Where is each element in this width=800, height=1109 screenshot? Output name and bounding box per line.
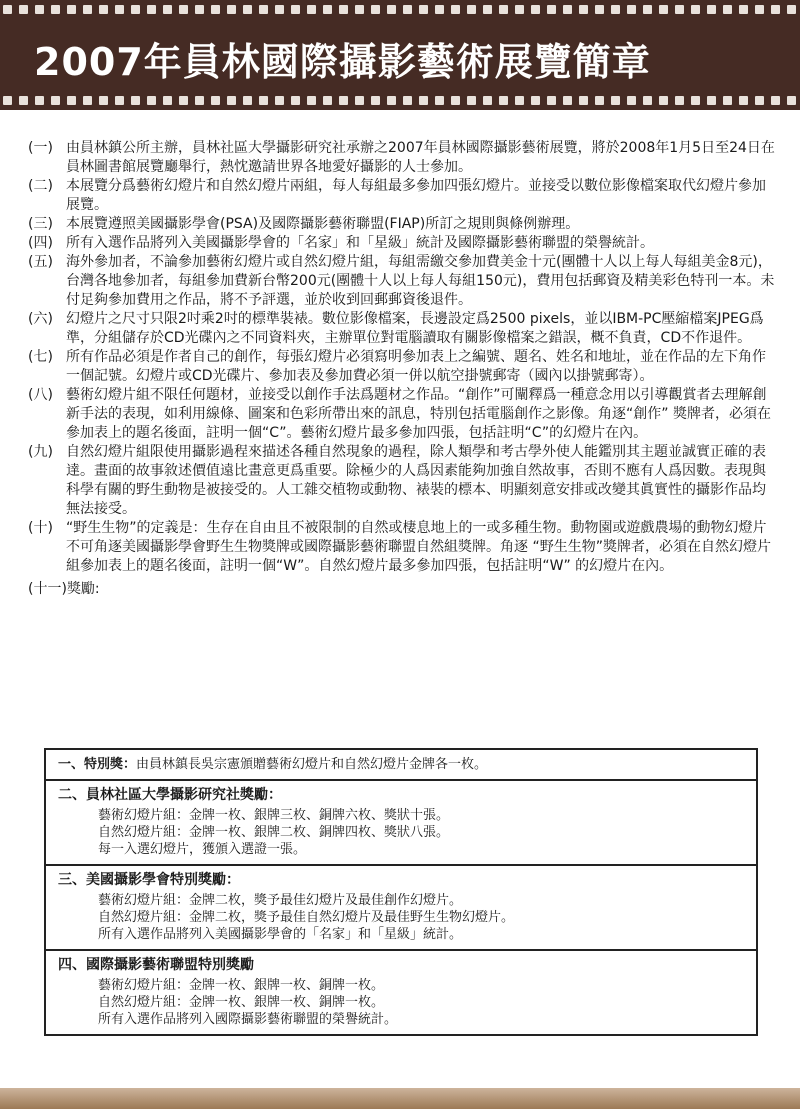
film-hole	[291, 5, 300, 14]
film-hole	[195, 5, 204, 14]
film-hole	[515, 96, 524, 105]
film-hole	[259, 96, 268, 105]
rule-text: 本展覽遵照美國攝影學會(PSA)及國際攝影藝術聯盟(FIAP)所訂之規則與條例辦理。	[66, 216, 580, 232]
rule-number: (八)	[28, 387, 53, 403]
rule-item	[28, 310, 778, 348]
film-hole	[595, 96, 604, 105]
film-hole	[419, 96, 428, 105]
film-hole	[371, 96, 380, 105]
award-line: 藝術幻燈片組：金牌一枚、銀牌一枚、銅牌一枚。	[98, 978, 385, 993]
award-group	[46, 866, 756, 951]
rule-number: (三)	[28, 216, 53, 232]
film-hole	[547, 5, 556, 14]
film-hole	[291, 96, 300, 105]
film-hole	[755, 5, 764, 14]
film-hole	[579, 5, 588, 14]
rule-text: “野生生物”的定義是：生存在自由且不被限制的自然或棲息地上的一或多種生物。動物園或遊戲農場的動物幻燈片不可角逐美國攝影學會野生生物獎牌或國際攝影藝術聯盟自然組獎牌。角逐 “野生生物”獎牌者，必須在自然幻燈片組參加表上的題名後面，註明一個“W”。自然幻燈片最多參加四張，包括註明“W” 的幻燈片在內。	[66, 520, 771, 574]
film-hole	[659, 5, 668, 14]
rule-item	[28, 234, 778, 253]
film-hole	[723, 96, 732, 105]
film-hole	[99, 96, 108, 105]
film-hole	[451, 96, 460, 105]
film-hole	[323, 5, 332, 14]
rule-number: (七)	[28, 349, 53, 365]
film-hole	[115, 96, 124, 105]
film-hole	[307, 96, 316, 105]
film-hole	[691, 96, 700, 105]
film-hole	[179, 96, 188, 105]
film-hole	[275, 96, 284, 105]
film-hole	[787, 96, 796, 105]
film-hole	[99, 5, 108, 14]
film-hole	[147, 96, 156, 105]
rule-text: 幻燈片之尺寸只限2吋乘2吋的標準裝裱。數位影像檔案，長邊設定爲2500 pixels，並以IBM-PC壓縮檔案JPEG爲準，分組儲存於CD光碟內之不同資料夾，主辦單位對電腦讀取有關影像檔案之錯誤，概不負責，CD不作退件。	[66, 311, 764, 346]
film-hole	[739, 96, 748, 105]
film-hole	[563, 5, 572, 14]
film-hole	[147, 5, 156, 14]
film-hole	[339, 96, 348, 105]
film-hole	[3, 5, 12, 14]
award-line: 藝術幻燈片組：金牌二枚，獎予最佳幻燈片及最佳創作幻燈片。	[98, 893, 463, 908]
film-hole	[3, 96, 12, 105]
film-hole	[323, 96, 332, 105]
film-hole	[195, 96, 204, 105]
film-hole	[51, 96, 60, 105]
award-line: 所有入選作品將列入美國攝影學會的「名家」和「星級」統計。	[98, 927, 463, 942]
award-line: 自然幻燈片組：金牌一枚、銀牌二枚、銅牌四枚、獎狀八張。	[98, 825, 450, 840]
film-hole	[451, 5, 460, 14]
film-hole	[611, 5, 620, 14]
film-hole	[67, 96, 76, 105]
footer-bar	[0, 1088, 800, 1109]
film-hole	[307, 5, 316, 14]
film-hole	[51, 5, 60, 14]
film-hole	[243, 96, 252, 105]
film-hole	[483, 5, 492, 14]
film-hole	[675, 5, 684, 14]
film-hole	[227, 96, 236, 105]
award-special	[46, 750, 756, 781]
rule-item	[28, 139, 778, 177]
rule-text: 本展覽分爲藝術幻燈片和自然幻燈片兩組，每人每組最多參加四張幻燈片。並接受以數位影像檔案取代幻燈片參加展覽。	[66, 178, 766, 213]
awards-heading	[28, 580, 778, 599]
award-title: 四、國際攝影藝術聯盟特別獎勵	[58, 957, 254, 973]
rule-item	[28, 177, 778, 215]
film-hole	[771, 5, 780, 14]
film-hole	[371, 5, 380, 14]
film-hole	[19, 5, 28, 14]
film-hole	[707, 5, 716, 14]
film-hole	[531, 5, 540, 14]
award-line: 自然幻燈片組：金牌二枚，獎予最佳自然幻燈片及最佳野生生物幻燈片。	[98, 910, 515, 925]
rule-number: (二)	[28, 178, 53, 194]
rule-item	[28, 443, 778, 519]
award-group	[46, 781, 756, 866]
film-hole	[467, 5, 476, 14]
film-hole	[163, 96, 172, 105]
header-banner	[0, 0, 800, 110]
rule-number: (九)	[28, 444, 53, 460]
film-hole	[547, 96, 556, 105]
film-hole	[755, 96, 764, 105]
rule-item	[28, 386, 778, 443]
film-hole	[259, 5, 268, 14]
film-hole	[771, 96, 780, 105]
awards-heading-text: 獎勵:	[66, 581, 100, 597]
award-group	[46, 951, 756, 1034]
film-hole	[35, 96, 44, 105]
film-hole	[435, 96, 444, 105]
film-hole	[387, 96, 396, 105]
film-hole	[739, 5, 748, 14]
rule-item	[28, 253, 778, 310]
rule-text: 自然幻燈片組限使用攝影過程來描述各種自然現象的過程，除人類學和考古學外使人能鑑別其主題並誠實正確的表達。畫面的故事敘述價值遠比畫意更爲重要。除極少的人爲因素能夠加強自然故事，否則不應有人爲因數。表現與科學有關的野生動物是被接受的。人工雜交植物或動物、裱裝的標本、明顯刻意安排或改變其眞實性的攝影作品均無法接受。	[66, 444, 766, 517]
film-hole	[467, 96, 476, 105]
film-hole	[435, 5, 444, 14]
film-hole	[643, 96, 652, 105]
film-hole	[131, 96, 140, 105]
film-hole	[163, 5, 172, 14]
rule-item	[28, 215, 778, 234]
award-line: 所有入選作品將列入國際攝影藝術聯盟的榮譽統計。	[98, 1012, 398, 1027]
film-hole	[131, 5, 140, 14]
film-hole	[643, 5, 652, 14]
film-hole	[483, 96, 492, 105]
film-hole	[691, 5, 700, 14]
film-hole	[707, 96, 716, 105]
rule-number: (四)	[28, 235, 53, 251]
award-line: 自然幻燈片組：金牌一枚、銀牌一枚、銅牌一枚。	[98, 995, 385, 1010]
film-strip-top	[0, 4, 800, 16]
rule-number: (六)	[28, 311, 53, 327]
film-hole	[115, 5, 124, 14]
film-hole	[227, 5, 236, 14]
award-title: 二、員林社區大學攝影研究社獎勵：	[58, 787, 282, 803]
award-line: 藝術幻燈片組：金牌一枚、銀牌三枚、銅牌六枚、獎狀十張。	[98, 808, 450, 823]
film-hole	[243, 5, 252, 14]
film-hole	[499, 96, 508, 105]
film-hole	[563, 96, 572, 105]
film-hole	[627, 96, 636, 105]
film-strip-bottom	[0, 95, 800, 107]
film-hole	[579, 96, 588, 105]
film-hole	[403, 5, 412, 14]
rule-text: 由員林鎮公所主辦，員林社區大學攝影研究社承辦之2007年員林國際攝影藝術展覽，將於2008年1月5日至24日在員林圖書館展覽廳舉行，熱忱邀請世界各地愛好攝影的人士參加。	[66, 140, 775, 175]
film-hole	[611, 96, 620, 105]
film-hole	[83, 96, 92, 105]
film-hole	[355, 96, 364, 105]
award-text: 由員林鎮長吳宗憲頒贈藝術幻燈片和自然幻燈片金牌各一枚。	[136, 757, 488, 772]
film-hole	[67, 5, 76, 14]
film-hole	[179, 5, 188, 14]
film-hole	[787, 5, 796, 14]
film-hole	[627, 5, 636, 14]
award-line: 每一入選幻燈片，獲頒入選證一張。	[98, 842, 307, 857]
film-hole	[419, 5, 428, 14]
rule-text: 所有作品必須是作者自己的創作，每張幻燈片必須寫明參加表上之編號、題名、姓名和地址，並在作品的左下角作一個記號。幻燈片或CD光碟片、參加表及參加費必須一併以航空掛號郵寄（國內以掛號郵寄）。	[66, 349, 766, 384]
film-hole	[515, 5, 524, 14]
rule-number: (五)	[28, 254, 53, 270]
film-hole	[675, 96, 684, 105]
rule-item	[28, 348, 778, 386]
rule-number: (十一)	[28, 581, 67, 597]
rule-number: (一)	[28, 140, 53, 156]
film-hole	[355, 5, 364, 14]
rule-text: 所有入選作品將列入美國攝影學會的「名家」和「星級」統計及國際攝影藝術聯盟的榮譽統計。	[66, 235, 654, 251]
awards-table	[44, 748, 758, 1036]
film-hole	[275, 5, 284, 14]
rule-number: (十)	[28, 520, 53, 536]
award-title: 三、美國攝影學會特別獎勵：	[58, 872, 240, 888]
film-hole	[211, 96, 220, 105]
rule-item	[28, 519, 778, 576]
film-hole	[19, 96, 28, 105]
rule-text: 海外參加者，不論參加藝術幻燈片或自然幻燈片組，每組需繳交參加費美金十元(團體十人以上每人每組美金8元)，台灣各地參加者，每組參加費新台幣200元(團體十人以上每人每組150元)，費用包括郵資及精美彩色特刊一本。未付足夠參加費用之作品，將不予評選，並於收到回郵郵資後退件。	[66, 254, 775, 308]
film-hole	[83, 5, 92, 14]
film-hole	[211, 5, 220, 14]
film-hole	[659, 96, 668, 105]
rules-content	[28, 139, 778, 599]
award-title: 一、特別獎：	[58, 757, 137, 772]
film-hole	[339, 5, 348, 14]
page-title: 2007年員林國際攝影藝術展覽簡章	[34, 40, 651, 84]
film-hole	[35, 5, 44, 14]
film-hole	[595, 5, 604, 14]
film-hole	[531, 96, 540, 105]
film-hole	[387, 5, 396, 14]
rule-text: 藝術幻燈片組不限任何題材，並接受以創作手法爲題材之作品。“創作”可闡釋爲一種意念用以引導觀賞者去理解創新手法的表現，如利用線條、圖案和色彩所帶出來的訊息，特別包括電腦創作之影像。角逐“創作” 獎牌者，必須在參加表上的題名後面，註明一個“C”。藝術幻燈片最多參加四張，包括註明“C”的幻燈片在內。	[66, 387, 771, 441]
film-hole	[403, 96, 412, 105]
film-hole	[499, 5, 508, 14]
film-hole	[723, 5, 732, 14]
